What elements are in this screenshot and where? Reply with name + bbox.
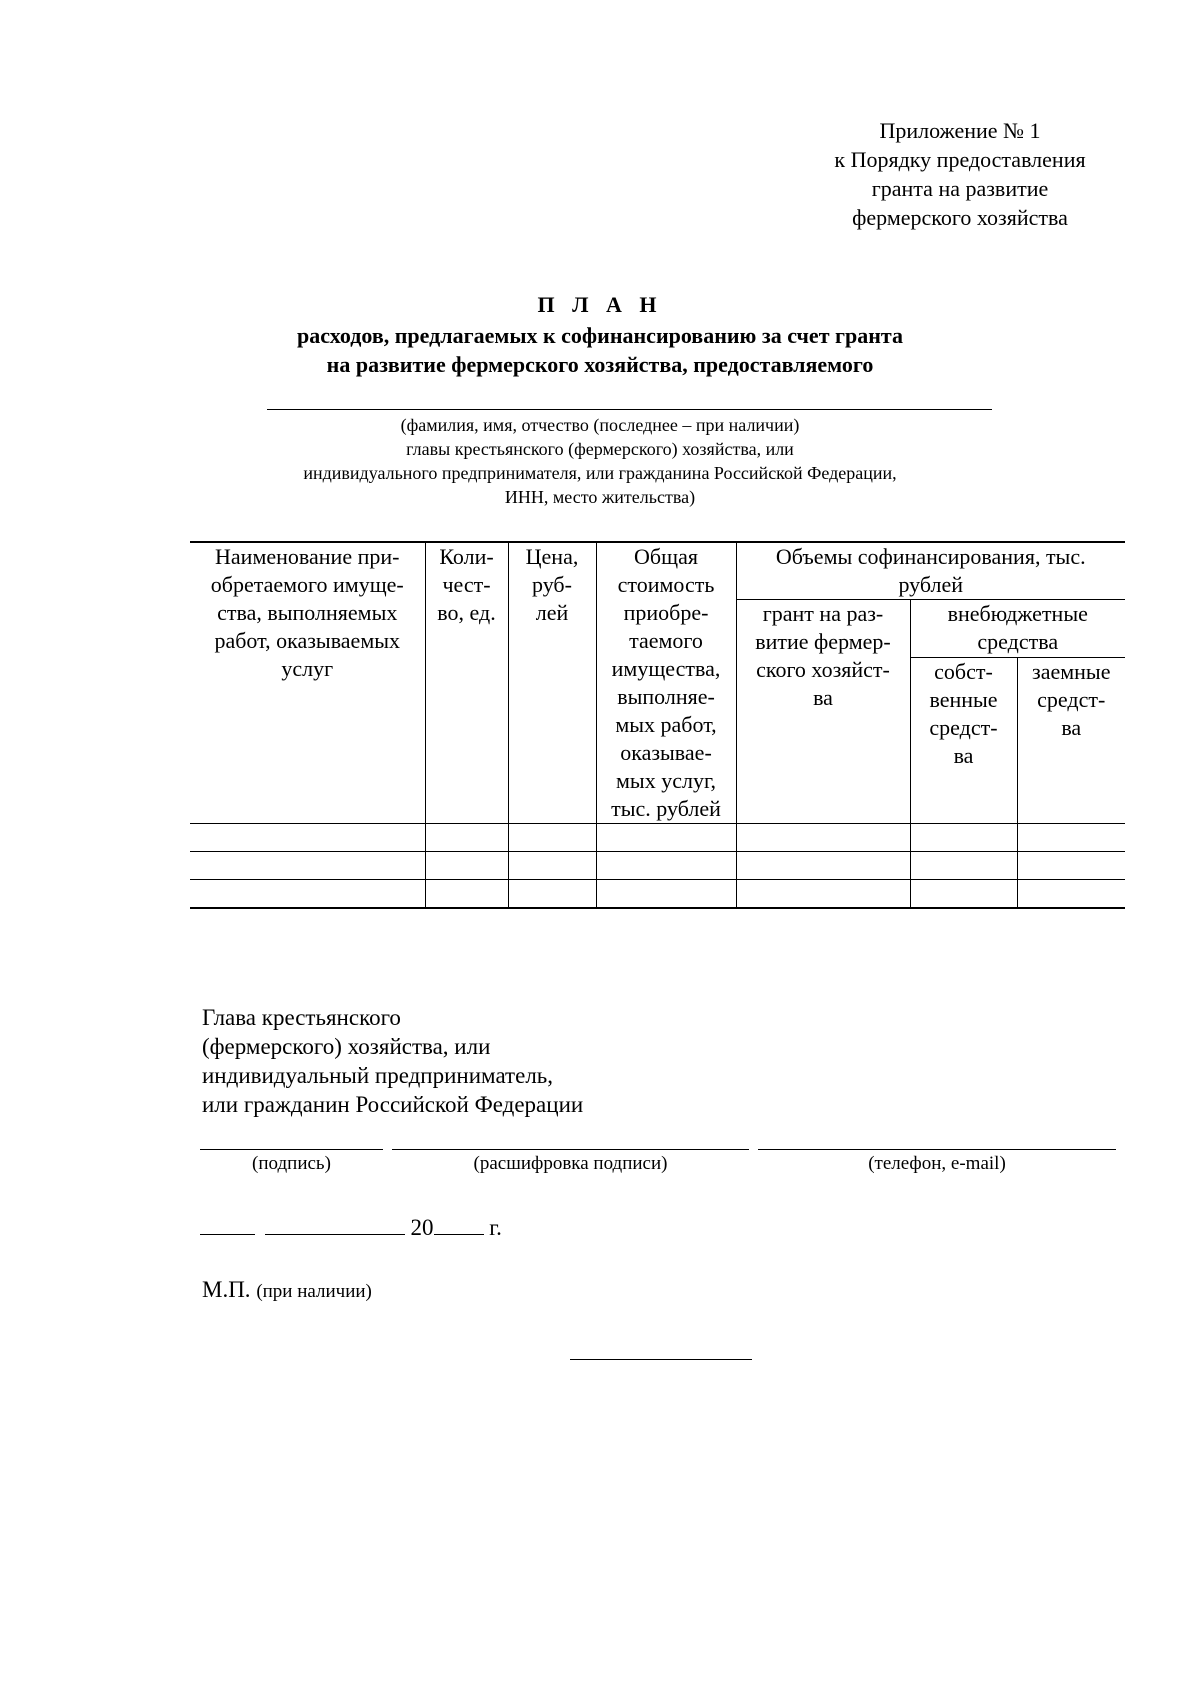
- appendix-line: фермерского хозяйства: [852, 205, 1068, 230]
- caption-line: главы крестьянского (фермерского) хозяйства, или: [406, 439, 794, 459]
- table-cell[interactable]: [508, 880, 596, 909]
- caption-line: (фамилия, имя, отчество (последнее – при наличии): [400, 415, 800, 435]
- contacts-caption: (телефон, e-mail): [868, 1153, 1006, 1174]
- table-cell[interactable]: [1017, 824, 1125, 852]
- table-cell[interactable]: [736, 852, 910, 880]
- end-separator-line: [570, 1359, 752, 1360]
- day-field[interactable]: [200, 1210, 255, 1235]
- table-cell[interactable]: [596, 880, 736, 909]
- expense-plan-table: [190, 541, 1125, 909]
- table-cell[interactable]: [910, 824, 1017, 852]
- table-row: [190, 852, 1125, 880]
- table-cell[interactable]: [425, 880, 508, 909]
- table-cell[interactable]: [910, 880, 1017, 909]
- year-field[interactable]: [434, 1210, 484, 1235]
- stamp-label: М.П.: [202, 1277, 251, 1302]
- header-cofinancing-volumes: Объемы софинансирования, тыс. рублей: [736, 542, 1125, 600]
- title-plan: П Л А Н: [537, 292, 663, 317]
- table-cell[interactable]: [736, 824, 910, 852]
- signatory-line: индивидуальный предприниматель,: [202, 1063, 554, 1088]
- header-extrabudget: внебюджетные средства: [910, 600, 1125, 658]
- recipient-caption: [200, 413, 1000, 509]
- table-cell[interactable]: [508, 824, 596, 852]
- header-item-name: Наименование при- обретаемого имуще- ства, выполняемых работ, оказываемых услуг: [190, 542, 425, 824]
- stamp-place: [202, 1275, 372, 1307]
- contacts-field[interactable]: [758, 1149, 1116, 1150]
- recipient-name-line: [267, 409, 992, 410]
- appendix-block: [780, 116, 1140, 232]
- year-prefix: 20: [410, 1215, 434, 1240]
- header-quantity: Коли- чест- во, ед.: [425, 542, 508, 824]
- signature-caption: (подпись): [252, 1153, 331, 1174]
- table-cell[interactable]: [190, 824, 425, 852]
- table-cell[interactable]: [910, 852, 1017, 880]
- signatory-title: [202, 1003, 583, 1119]
- month-field[interactable]: [265, 1210, 405, 1235]
- signature-decoding-caption: (расшифровка подписи): [473, 1153, 668, 1174]
- appendix-line: Приложение № 1: [879, 118, 1041, 143]
- table-cell[interactable]: [736, 880, 910, 909]
- header-own-funds: собст- венные средст- ва: [910, 658, 1017, 824]
- header-grant: грант на раз- витие фермер- ского хозяйст- ва: [736, 600, 910, 824]
- table-cell[interactable]: [190, 852, 425, 880]
- table-cell[interactable]: [508, 852, 596, 880]
- header-total-cost: Общая стоимость приобре- таемого имущества, выполняе- мых работ, оказывае- мых услуг, тыс. рублей: [596, 542, 736, 824]
- document-title: [200, 290, 1000, 379]
- title-line: расходов, предлагаемых к софинансированию за счет гранта: [297, 323, 903, 348]
- table-cell[interactable]: [596, 824, 736, 852]
- signature-field[interactable]: [200, 1149, 383, 1150]
- year-suffix: г.: [489, 1215, 502, 1240]
- table-cell[interactable]: [1017, 852, 1125, 880]
- signatory-line: (фермерского) хозяйства, или: [202, 1034, 491, 1059]
- table-row: [190, 824, 1125, 852]
- appendix-line: к Порядку предоставления: [834, 147, 1086, 172]
- caption-line: индивидуального предпринимателя, или гражданина Российской Федерации,: [303, 463, 897, 483]
- title-line: на развитие фермерского хозяйства, предоставляемого: [326, 352, 874, 377]
- stamp-note: (при наличии): [256, 1281, 372, 1302]
- signatory-line: или гражданин Российской Федерации: [202, 1092, 584, 1117]
- table-cell[interactable]: [425, 824, 508, 852]
- table-cell[interactable]: [190, 880, 425, 909]
- date-row: [200, 1210, 502, 1243]
- signatory-line: Глава крестьянского: [202, 1005, 401, 1030]
- caption-line: ИНН, место жительства): [504, 487, 696, 507]
- table-cell[interactable]: [425, 852, 508, 880]
- table-row: [190, 880, 1125, 909]
- table-cell[interactable]: [596, 852, 736, 880]
- header-price: Цена, руб- лей: [508, 542, 596, 824]
- header-borrowed-funds: заемные средст- ва: [1017, 658, 1125, 824]
- table-cell[interactable]: [1017, 880, 1125, 909]
- appendix-line: гранта на развитие: [871, 176, 1049, 201]
- signature-decoding-field[interactable]: [392, 1149, 749, 1150]
